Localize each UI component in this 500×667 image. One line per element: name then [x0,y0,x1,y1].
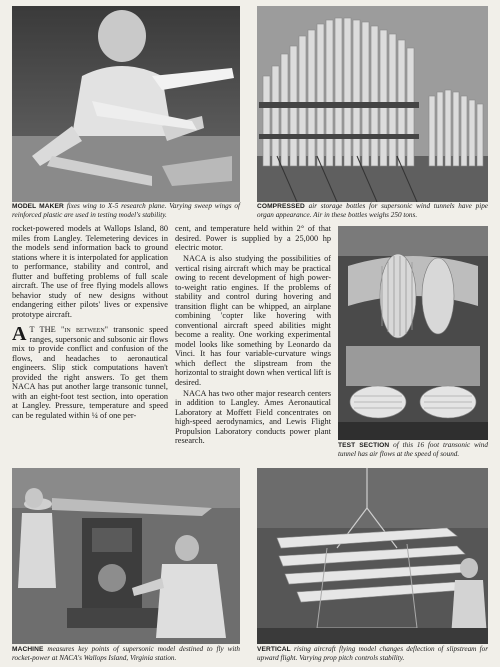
article-column-2 [175,224,331,446]
compressed-air-caption-text: air storage bottles for supersonic wind tunnels have pipe organ appearance. Air in these bottles weighs 250 tons. [257,202,488,219]
model-maker-photo [12,6,240,202]
article-paragraph: NACA is also studying the possibilities of vertical rising aircraft which may be practical owing to recent development of high power-to-weight ratio engines. If the problems of stability and control during hovering and transition flight can be whipped, an airplane combining 'copter like hovering with conventional aircraft speed abilities might become a reality. One working experimental model looks like something by Leonardo da Vinci. It has four variable-curvature wings which deflect the slipstream from the horizontal to straight down when vertical lift is desired. [175,254,331,387]
model-maker-caption [12,202,240,220]
test-section-caption-text: of this 16 foot transonic wind tunnel has air flows at the speed of sound. [338,441,488,458]
machine-caption-text: measures key points of supersonic model destined to fly with rocket-power at NACA's Wallops Island, Virginia station. [12,645,241,662]
article-paragraph: cent, and temperature held within 2° of that desired. Power is supplied by a 25,000 hp electric motor. [175,224,331,252]
article-paragraph: NACA has two other major research centers in addition to Langley. Ames Aeronautical Laboratory at Moffett Field concentrates on high-speed aerodynamics, and Lewis Flight Propulsion Laboratory conducts power plant research. [175,388,331,445]
model-maker-caption-text: fixes wing to X-5 research plane. Varying sweep wings of reinforced plastic are used in testing model's stability. [12,202,240,219]
article-paragraph-dropcap [12,325,168,420]
machine-caption [12,645,240,663]
compressed-air-photo [257,6,488,202]
test-section-caption [338,441,488,459]
compressed-air-caption-lead: COMPRESSED [257,203,305,210]
model-maker-caption-lead: MODEL MAKER [12,203,64,210]
article-column-1 [12,224,168,420]
test-section-photo [338,226,488,440]
vertical-aircraft-caption-lead: VERTICAL [257,646,291,653]
machine-photo [12,468,240,644]
lead-in-smallcaps: T THE "in between" [29,325,109,334]
test-section-caption-lead: TEST SECTION [338,442,390,449]
vertical-aircraft-photo [257,468,488,644]
article-paragraph: rocket-powered models at Wallops Island, 80 miles from Langley. Telemetering devices in the models send information back to ground stations where it is interpolated for application to performance, stability and control, and flutter and buffeting problems of full scale aircraft. The use of free flying models allows behavior study of new designs without endangering either pilots' lives or expensive prototype aircraft. [12,224,168,319]
drop-cap: A [12,323,27,345]
machine-caption-lead: MACHINE [12,646,44,653]
vertical-aircraft-caption-text: rising aircraft flying model changes deflection of slipstream for upward flight. Varying prop pitch controls stability. [257,645,488,662]
vertical-aircraft-caption [257,645,488,663]
compressed-air-caption [257,202,488,220]
article-paragraph-rest: transonic speed ranges, supersonic and subsonic air flows mix to provide conflict and confusion of the flows, and headaches to aeronautical engineers. Slip stick computations haven't provided the right answers. To get them NACA has put another large transonic tunnel, with an eight-foot test section, into operation at Langley. Pressure, temperature and speed can be regulated within ¼ of one per- [12,325,168,420]
